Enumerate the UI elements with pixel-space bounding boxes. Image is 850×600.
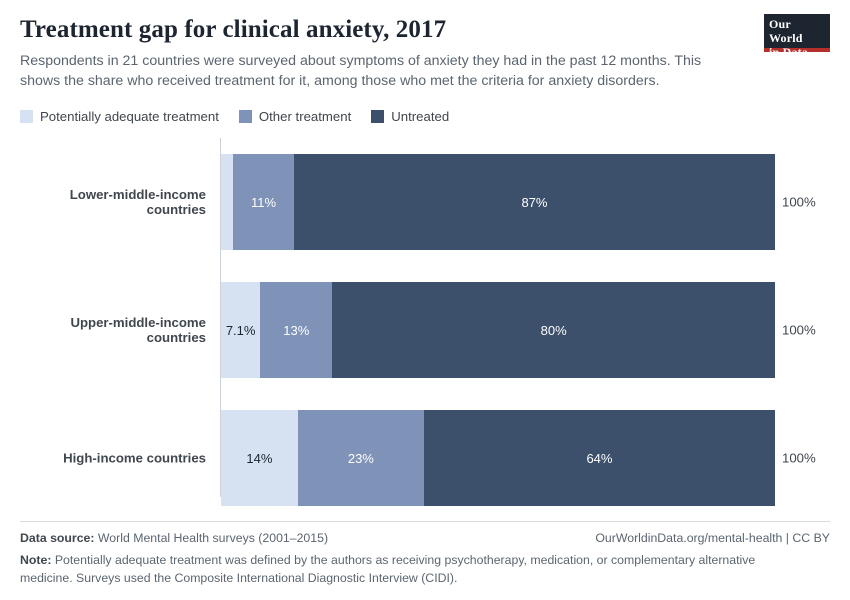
legend-item[interactable] <box>20 109 219 124</box>
stacked-bar[interactable] <box>221 154 775 250</box>
category-label: Lower-middle-income countries <box>69 187 206 218</box>
stacked-bar[interactable] <box>221 282 775 378</box>
note-text: Potentially adequate treatment was defined by the authors as receiving psychotherapy, medication, or complementary alternative medicine. Surveys used the Composite International Diagnostic Interview (CIDI). <box>20 553 756 586</box>
bar-value-label: 7.1% <box>225 322 256 338</box>
legend-swatch-icon <box>20 110 33 123</box>
stacked-bar[interactable] <box>221 410 775 506</box>
bar-value-label: 80% <box>540 322 567 338</box>
bar-value-label: 11% <box>251 194 277 210</box>
bar-segment[interactable] <box>294 154 775 250</box>
note-label: Note: <box>20 553 52 568</box>
chart-footer <box>20 521 830 588</box>
bar-segment[interactable] <box>221 282 260 378</box>
data-source <box>20 530 328 548</box>
bar-value-label: 87% <box>521 194 548 210</box>
bar-row <box>20 282 830 378</box>
bar-row <box>20 154 830 250</box>
bar-row <box>20 410 830 506</box>
bar-segment[interactable] <box>221 410 298 506</box>
row-total-label: 100% <box>782 450 816 466</box>
legend-swatch-icon <box>239 110 252 123</box>
legend-label: Untreated <box>391 109 450 125</box>
row-total-label: 100% <box>782 322 816 338</box>
bar-value-label: 14% <box>246 450 273 466</box>
bar-segment[interactable] <box>424 410 775 506</box>
footer-attribution[interactable]: OurWorldinData.org/mental-health | CC BY <box>595 530 830 545</box>
legend-item[interactable] <box>371 109 449 124</box>
chart-legend <box>20 109 830 124</box>
chart-plot-area <box>20 138 830 510</box>
legend-item[interactable] <box>239 109 351 124</box>
bar-segment[interactable] <box>260 282 332 378</box>
bar-segment[interactable] <box>233 154 294 250</box>
logo-line-2: in Data <box>769 44 809 59</box>
legend-label: Potentially adequate treatment <box>40 109 219 125</box>
data-source-label: Data source: <box>20 530 95 545</box>
owid-logo[interactable] <box>764 14 830 59</box>
bar-segment[interactable] <box>298 410 424 506</box>
page-title: Treatment gap for clinical anxiety, 2017 <box>20 16 447 43</box>
bar-value-label: 13% <box>283 322 310 338</box>
chart-subtitle: Respondents in 21 countries were surveyed about symptoms of anxiety they had in the past 12 months. This shows the share who received treatment for it, among those who met the criteria for anxiety disorders. <box>20 52 702 89</box>
bar-segment[interactable] <box>221 154 233 250</box>
bar-segment[interactable] <box>332 282 775 378</box>
legend-swatch-icon <box>371 110 384 123</box>
category-label: Upper-middle-income countries <box>70 315 206 346</box>
bar-value-label: 64% <box>586 450 613 466</box>
legend-label: Other treatment <box>258 109 352 125</box>
logo-line-1: Our World <box>769 17 803 45</box>
chart-header <box>20 16 830 91</box>
category-label: High-income countries <box>63 450 206 466</box>
data-source-text: World Mental Health surveys (2001–2015) <box>97 530 329 545</box>
chart-note <box>20 552 810 588</box>
row-total-label: 100% <box>782 194 816 210</box>
bar-value-label: 23% <box>347 450 374 466</box>
